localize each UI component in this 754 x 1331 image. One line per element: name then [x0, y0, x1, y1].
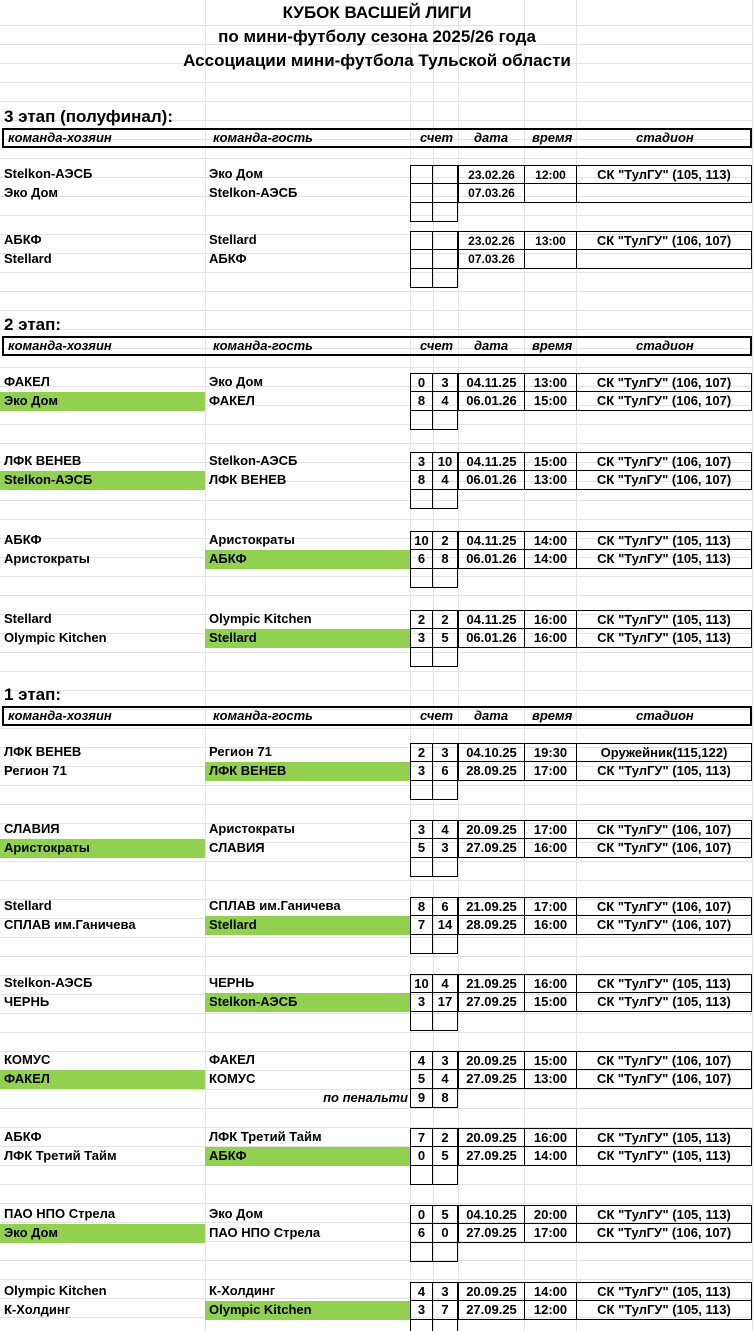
match-time: 17:00	[524, 762, 576, 781]
match-date: 27.09.25	[458, 839, 524, 858]
match-time: 14:00	[524, 1147, 576, 1166]
grid-line-horizontal	[0, 671, 754, 672]
grid-line-horizontal	[0, 690, 754, 691]
match-time: 13:00	[524, 231, 576, 250]
grid-line-horizontal	[0, 1203, 754, 1204]
score-home: 3	[410, 993, 433, 1012]
host-team: Olympic Kitchen	[4, 1283, 107, 1298]
match-date: 04.11.25	[458, 531, 524, 550]
score-home-extra	[410, 1012, 433, 1031]
score-away: 4	[433, 820, 458, 839]
stadium: СК "ТулГУ" (105, 113)	[576, 1128, 752, 1147]
score-away-extra	[433, 411, 458, 430]
column-header-score: счет	[420, 130, 454, 145]
grid-line-horizontal	[0, 861, 754, 862]
match-time: 16:00	[524, 629, 576, 648]
guest-team: Stellard	[205, 629, 410, 648]
grid-line-horizontal	[0, 1184, 754, 1185]
guest-team: Эко Дом	[209, 374, 263, 389]
stadium: СК "ТулГУ" (105, 113)	[576, 531, 752, 550]
score-home: 2	[410, 743, 433, 762]
match-date: 07.03.26	[458, 250, 524, 269]
score-away	[433, 231, 458, 250]
score-home-extra	[410, 1243, 433, 1262]
column-header-guest: команда-гость	[213, 130, 313, 145]
stage-title: 3 этап (полуфинал):	[4, 107, 173, 126]
grid-line-horizontal	[0, 82, 754, 83]
grid-line-horizontal	[0, 443, 754, 444]
grid-line-horizontal	[0, 519, 754, 520]
match-date: 04.10.25	[458, 743, 524, 762]
column-header-stadium: стадион	[636, 130, 694, 145]
stadium: СК "ТулГУ" (105, 113)	[576, 550, 752, 569]
stadium	[576, 184, 752, 203]
stadium	[576, 250, 752, 269]
score-away-extra	[433, 858, 458, 877]
match-date: 20.09.25	[458, 1051, 524, 1070]
guest-team: СЛАВИЯ	[209, 840, 265, 855]
host-team: Регион 71	[4, 763, 67, 778]
score-away: 8	[433, 550, 458, 569]
match-time: 15:00	[524, 993, 576, 1012]
score-away: 2	[433, 1128, 458, 1147]
score-away: 3	[433, 1282, 458, 1301]
host-team: ФАКЕЛ	[0, 1070, 205, 1089]
match-date: 27.09.25	[458, 1301, 524, 1320]
grid-line-horizontal	[0, 652, 754, 653]
column-header-stadium: стадион	[636, 708, 694, 723]
match-time: 17:00	[524, 820, 576, 839]
guest-team: КОМУС	[209, 1071, 256, 1086]
score-home: 4	[410, 1282, 433, 1301]
score-away: 3	[433, 373, 458, 392]
score-home-extra	[410, 269, 433, 288]
score-away	[433, 184, 458, 203]
grid-line-horizontal	[0, 101, 754, 102]
score-away: 4	[433, 974, 458, 993]
score-home: 0	[410, 1205, 433, 1224]
score-away: 14	[433, 916, 458, 935]
host-team: Stelkon-АЭСБ	[4, 166, 93, 181]
score-away	[433, 250, 458, 269]
score-home: 3	[410, 762, 433, 781]
host-team: СПЛАВ им.Ганичева	[4, 917, 136, 932]
score-away-extra: 8	[433, 1089, 458, 1108]
host-team: СЛАВИЯ	[4, 821, 60, 836]
stadium: СК "ТулГУ" (106, 107)	[576, 820, 752, 839]
score-home-extra	[410, 490, 433, 509]
match-time: 12:00	[524, 165, 576, 184]
host-team: Аристократы	[4, 551, 90, 566]
stadium: СК "ТулГУ" (106, 107)	[576, 1051, 752, 1070]
match-time: 16:00	[524, 839, 576, 858]
match-time: 13:00	[524, 1070, 576, 1089]
match-time	[524, 250, 576, 269]
stadium: СК "ТулГУ" (105, 113)	[576, 165, 752, 184]
match-time: 17:00	[524, 1224, 576, 1243]
host-team: АБКФ	[4, 1129, 42, 1144]
guest-team: Аристократы	[209, 532, 295, 547]
guest-team: Stellard	[205, 916, 410, 935]
score-home	[410, 184, 433, 203]
score-home: 4	[410, 1051, 433, 1070]
match-date: 21.09.25	[458, 974, 524, 993]
guest-team: АБКФ	[205, 1147, 410, 1166]
page-title-line-2: по мини-футболу сезона 2025/26 года	[218, 27, 536, 46]
match-date: 21.09.25	[458, 897, 524, 916]
score-away: 4	[433, 1070, 458, 1089]
score-away-extra	[433, 648, 458, 667]
grid-line-horizontal	[0, 215, 754, 216]
column-header-time: время	[532, 708, 573, 723]
guest-team: Эко Дом	[209, 1206, 263, 1221]
score-home-extra	[410, 411, 433, 430]
guest-team: ЛФК Третий Тайм	[209, 1129, 322, 1144]
match-date: 20.09.25	[458, 1128, 524, 1147]
score-home	[410, 165, 433, 184]
stadium: СК "ТулГУ" (106, 107)	[576, 392, 752, 411]
stadium: СК "ТулГУ" (106, 107)	[576, 916, 752, 935]
score-away: 3	[433, 743, 458, 762]
match-date: 04.10.25	[458, 1205, 524, 1224]
match-time: 16:00	[524, 916, 576, 935]
score-away-extra	[433, 781, 458, 800]
score-away: 6	[433, 762, 458, 781]
grid-line-horizontal	[0, 937, 754, 938]
grid-line-horizontal	[0, 310, 754, 311]
score-home-extra	[410, 935, 433, 954]
score-home: 8	[410, 471, 433, 490]
table-header	[2, 706, 752, 726]
grid-line-horizontal	[0, 1032, 754, 1033]
column-header-time: время	[532, 130, 573, 145]
grid-line-horizontal	[0, 1260, 754, 1261]
grid-line-horizontal	[0, 158, 754, 159]
match-time: 13:00	[524, 471, 576, 490]
grid-line-horizontal	[0, 956, 754, 957]
grid-line-horizontal	[0, 785, 754, 786]
score-home: 3	[410, 452, 433, 471]
grid-line-horizontal	[0, 291, 754, 292]
match-date: 07.03.26	[458, 184, 524, 203]
guest-team: Эко Дом	[209, 166, 263, 181]
match-time: 12:00	[524, 1301, 576, 1320]
guest-team: Регион 71	[209, 744, 272, 759]
host-team: АБКФ	[4, 232, 42, 247]
guest-team: Stelkon-АЭСБ	[209, 453, 298, 468]
score-away-extra	[433, 269, 458, 288]
stadium: СК "ТулГУ" (105, 113)	[576, 1282, 752, 1301]
match-date: 20.09.25	[458, 820, 524, 839]
score-away-extra	[433, 1320, 458, 1331]
match-time: 16:00	[524, 974, 576, 993]
match-time: 14:00	[524, 531, 576, 550]
score-home: 6	[410, 1224, 433, 1243]
match-time: 17:00	[524, 897, 576, 916]
score-away: 0	[433, 1224, 458, 1243]
penalty-label: по пенальти	[323, 1090, 408, 1105]
page-title-line-1: КУБОК ВАСШЕЙ ЛИГИ	[282, 3, 472, 22]
score-away	[433, 165, 458, 184]
score-home-extra	[410, 781, 433, 800]
match-time: 16:00	[524, 1128, 576, 1147]
match-date: 23.02.26	[458, 231, 524, 250]
score-home	[410, 231, 433, 250]
stadium: СК "ТулГУ" (105, 113)	[576, 629, 752, 648]
match-date: 06.01.26	[458, 550, 524, 569]
match-date: 27.09.25	[458, 1070, 524, 1089]
stage-title: 2 этап:	[4, 315, 62, 334]
host-team: ФАКЕЛ	[4, 374, 50, 389]
grid-line-horizontal	[0, 1279, 754, 1280]
column-header-date: дата	[474, 338, 509, 353]
host-team: Эко Дом	[0, 392, 205, 411]
column-header-stadium: стадион	[636, 338, 694, 353]
score-home	[410, 250, 433, 269]
match-date: 06.01.26	[458, 471, 524, 490]
guest-team: ПАО НПО Стрела	[209, 1225, 321, 1240]
score-home: 3	[410, 820, 433, 839]
score-home-extra	[410, 858, 433, 877]
guest-team: ЛФК ВЕНЕВ	[209, 472, 287, 487]
guest-team: ЛФК ВЕНЕВ	[205, 762, 410, 781]
match-time: 19:30	[524, 743, 576, 762]
match-date: 23.02.26	[458, 165, 524, 184]
score-home: 0	[410, 1147, 433, 1166]
grid-line-horizontal	[0, 500, 754, 501]
table-header	[2, 128, 752, 148]
match-time: 15:00	[524, 452, 576, 471]
match-date: 27.09.25	[458, 1147, 524, 1166]
host-team: ЛФК Третий Тайм	[4, 1148, 117, 1163]
match-date: 28.09.25	[458, 762, 524, 781]
score-home: 5	[410, 839, 433, 858]
score-home: 10	[410, 974, 433, 993]
score-home: 8	[410, 392, 433, 411]
host-team: Stelkon-АЭСБ	[4, 975, 93, 990]
host-team: Эко Дом	[4, 185, 58, 200]
column-header-date: дата	[474, 708, 509, 723]
score-home-extra	[410, 203, 433, 222]
grid-line-horizontal	[0, 1108, 754, 1109]
grid-line-horizontal	[0, 595, 754, 596]
score-home: 3	[410, 1301, 433, 1320]
guest-team: ФАКЕЛ	[209, 1052, 255, 1067]
stadium: СК "ТулГУ" (106, 107)	[576, 471, 752, 490]
score-away: 5	[433, 1147, 458, 1166]
score-away: 5	[433, 629, 458, 648]
guest-team: Аристократы	[209, 821, 295, 836]
score-away: 6	[433, 897, 458, 916]
score-away: 5	[433, 1205, 458, 1224]
host-team: Olympic Kitchen	[4, 630, 107, 645]
score-home-extra	[410, 569, 433, 588]
score-away-extra	[433, 935, 458, 954]
stadium: СК "ТулГУ" (106, 107)	[576, 839, 752, 858]
stadium: СК "ТулГУ" (105, 113)	[576, 1147, 752, 1166]
host-team: ЧЕРНЬ	[4, 994, 50, 1009]
match-date: 27.09.25	[458, 1224, 524, 1243]
stadium: СК "ТулГУ" (106, 107)	[576, 452, 752, 471]
score-home: 6	[410, 550, 433, 569]
host-team: КОМУС	[4, 1052, 51, 1067]
grid-line-horizontal	[0, 728, 754, 729]
guest-team: Stelkon-АЭСБ	[205, 993, 410, 1012]
score-home: 3	[410, 629, 433, 648]
score-away: 2	[433, 610, 458, 629]
score-home: 5	[410, 1070, 433, 1089]
grid-line-horizontal	[0, 272, 754, 273]
host-team: Аристократы	[0, 839, 205, 858]
score-away: 10	[433, 452, 458, 471]
guest-team: АБКФ	[205, 550, 410, 569]
stadium: Оружейник(115,122)	[576, 743, 752, 762]
score-home: 10	[410, 531, 433, 550]
grid-line-horizontal	[0, 880, 754, 881]
match-date: 27.09.25	[458, 993, 524, 1012]
host-team: ПАО НПО Стрела	[4, 1206, 116, 1221]
guest-team: Olympic Kitchen	[205, 1301, 410, 1320]
host-team: К-Холдинг	[4, 1302, 71, 1317]
guest-team: ФАКЕЛ	[209, 393, 255, 408]
match-date: 06.01.26	[458, 629, 524, 648]
match-date: 04.11.25	[458, 610, 524, 629]
score-away-extra	[433, 1166, 458, 1185]
column-header-score: счет	[420, 338, 454, 353]
stadium: СК "ТулГУ" (106, 107)	[576, 897, 752, 916]
match-date: 06.01.26	[458, 392, 524, 411]
stadium: СК "ТулГУ" (106, 107)	[576, 231, 752, 250]
match-time	[524, 184, 576, 203]
score-home: 0	[410, 373, 433, 392]
match-time: 15:00	[524, 1051, 576, 1070]
match-date: 04.11.25	[458, 373, 524, 392]
grid-line-horizontal	[0, 367, 754, 368]
score-home-extra	[410, 648, 433, 667]
match-time: 14:00	[524, 1282, 576, 1301]
column-header-guest: команда-гость	[213, 338, 313, 353]
score-away: 3	[433, 1051, 458, 1070]
column-header-host: команда-хозяин	[8, 708, 112, 723]
stadium: СК "ТулГУ" (106, 107)	[576, 373, 752, 392]
guest-team: Stelkon-АЭСБ	[209, 185, 298, 200]
match-time: 14:00	[524, 550, 576, 569]
stadium: СК "ТулГУ" (105, 113)	[576, 610, 752, 629]
grid-line-horizontal	[0, 424, 754, 425]
page-title-line-3: Ассоциации мини-футбола Тульской области	[183, 51, 571, 70]
match-time: 15:00	[524, 392, 576, 411]
score-away-extra	[433, 1243, 458, 1262]
score-home-extra	[410, 1166, 433, 1185]
host-team: ЛФК ВЕНЕВ	[4, 453, 82, 468]
host-team: Эко Дом	[0, 1224, 205, 1243]
score-away: 7	[433, 1301, 458, 1320]
score-away-extra	[433, 203, 458, 222]
column-header-host: команда-хозяин	[8, 338, 112, 353]
guest-team: К-Холдинг	[209, 1283, 276, 1298]
match-date: 20.09.25	[458, 1282, 524, 1301]
host-team: Stellard	[4, 251, 52, 266]
score-away: 4	[433, 392, 458, 411]
host-team: АБКФ	[4, 532, 42, 547]
grid-line-horizontal	[0, 329, 754, 330]
guest-team: ЧЕРНЬ	[209, 975, 255, 990]
grid-line-vertical	[752, 0, 753, 1331]
stadium: СК "ТулГУ" (106, 107)	[576, 1070, 752, 1089]
guest-team: АБКФ	[209, 251, 247, 266]
score-home-extra: 9	[410, 1089, 433, 1108]
match-time: 13:00	[524, 373, 576, 392]
host-team: ЛФК ВЕНЕВ	[4, 744, 82, 759]
score-away: 3	[433, 839, 458, 858]
score-home: 7	[410, 916, 433, 935]
column-header-date: дата	[474, 130, 509, 145]
match-date: 28.09.25	[458, 916, 524, 935]
table-header	[2, 336, 752, 356]
column-header-host: команда-хозяин	[8, 130, 112, 145]
stage-title: 1 этап:	[4, 685, 62, 704]
guest-team: СПЛАВ им.Ганичева	[209, 898, 341, 913]
score-home: 8	[410, 897, 433, 916]
score-home: 7	[410, 1128, 433, 1147]
score-home-extra	[410, 1320, 433, 1331]
stadium: СК "ТулГУ" (105, 113)	[576, 1301, 752, 1320]
score-away-extra	[433, 490, 458, 509]
score-away-extra	[433, 569, 458, 588]
score-away: 2	[433, 531, 458, 550]
stadium: СК "ТулГУ" (105, 113)	[576, 1205, 752, 1224]
stadium: СК "ТулГУ" (106, 107)	[576, 1224, 752, 1243]
score-away-extra	[433, 1012, 458, 1031]
grid-line-horizontal	[0, 804, 754, 805]
guest-team: Olympic Kitchen	[209, 611, 312, 626]
stadium: СК "ТулГУ" (105, 113)	[576, 762, 752, 781]
grid-line-horizontal	[0, 576, 754, 577]
score-home: 2	[410, 610, 433, 629]
stadium: СК "ТулГУ" (105, 113)	[576, 993, 752, 1012]
column-header-time: время	[532, 338, 573, 353]
score-away: 17	[433, 993, 458, 1012]
host-team: Stellard	[4, 898, 52, 913]
host-team: Stelkon-АЭСБ	[0, 471, 205, 490]
host-team: Stellard	[4, 611, 52, 626]
match-time: 16:00	[524, 610, 576, 629]
column-header-guest: команда-гость	[213, 708, 313, 723]
score-away: 4	[433, 471, 458, 490]
grid-line-horizontal	[0, 1013, 754, 1014]
stadium: СК "ТулГУ" (105, 113)	[576, 974, 752, 993]
match-time: 20:00	[524, 1205, 576, 1224]
match-date: 04.11.25	[458, 452, 524, 471]
guest-team: Stellard	[209, 232, 257, 247]
column-header-score: счет	[420, 708, 454, 723]
